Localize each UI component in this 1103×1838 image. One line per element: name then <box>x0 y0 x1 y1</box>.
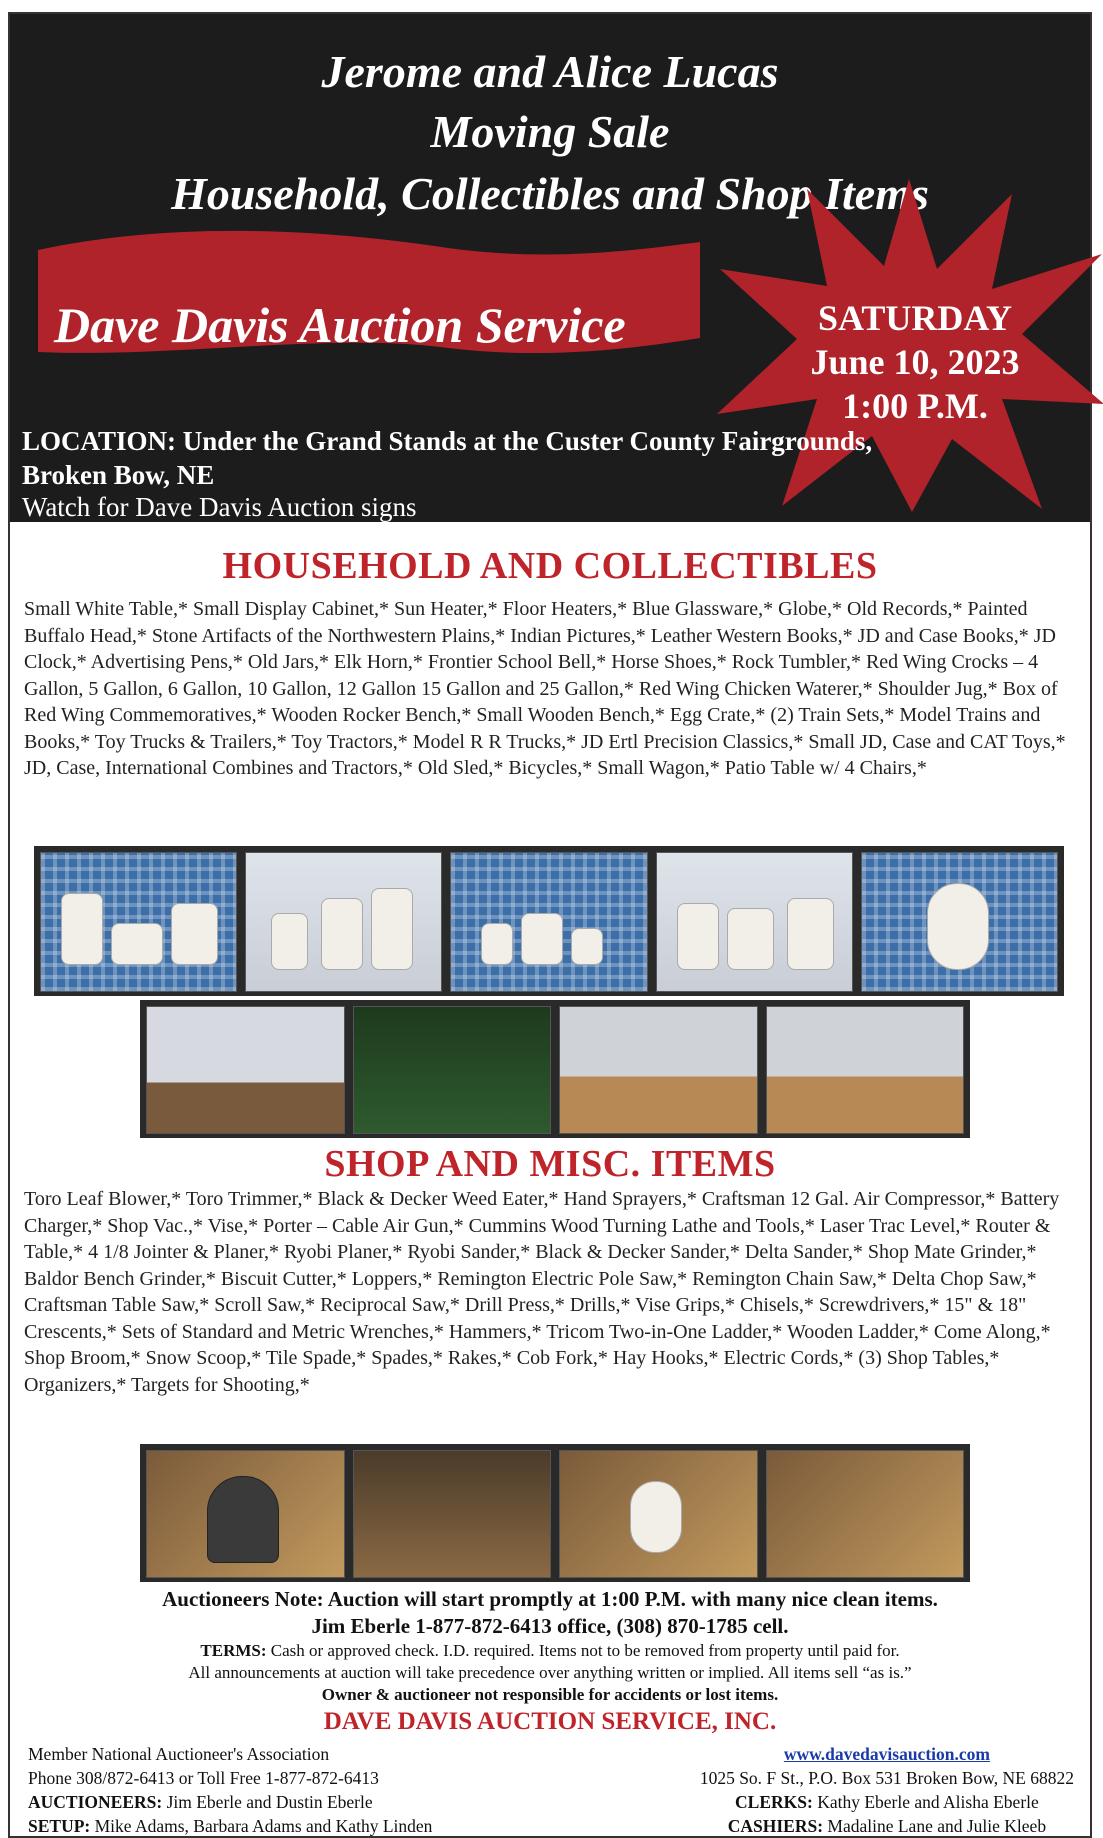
photo-model-trucks <box>146 1006 345 1134</box>
liability-notice: Owner & auctioneer not responsible for accidents or lost items. <box>321 1685 779 1704</box>
photo-crocks-pitcher <box>40 852 237 992</box>
setup-label: SETUP: <box>28 1816 91 1836</box>
location-city: Broken Bow, NE <box>22 460 215 490</box>
terms <box>10 1640 1090 1662</box>
clerks-line <box>700 1790 1074 1814</box>
photo-toy-tractors <box>766 1006 965 1134</box>
clerks-label: CLERKS: <box>735 1792 813 1812</box>
terms-text: Cash or approved check. I.D. required. Items not to be removed from property until paid for. <box>270 1641 900 1660</box>
household-photos-row-2 <box>140 1000 970 1138</box>
footer-right <box>700 1742 1074 1838</box>
auctioneers-line <box>28 1790 432 1814</box>
photo-red-wing-pieces <box>450 852 647 992</box>
auctioneers-names: Jim Eberle and Dustin Eberle <box>166 1792 373 1812</box>
cashiers-label: CASHIERS: <box>727 1816 824 1836</box>
clerks-names: Kathy Eberle and Alisha Eberle <box>817 1792 1039 1812</box>
photo-stone-artifacts <box>766 1450 965 1578</box>
household-heading: HOUSEHOLD AND COLLECTIBLES <box>222 545 878 587</box>
auction-notes <box>10 1586 1090 1738</box>
photo-chicken-waterer <box>861 852 1058 992</box>
household-photos-row-1 <box>34 846 1064 996</box>
title-names: Jerome and Alice Lucas <box>321 46 779 97</box>
sale-date <box>780 296 1050 428</box>
auction-service-name: Dave Davis Auction Service <box>54 297 626 353</box>
announcements: All announcements at auction will take precedence over anything written or implied. All items sell “as is.” <box>188 1663 912 1682</box>
shop-items: Toro Leaf Blower,* Toro Trimmer,* Black & Decker Weed Eater,* Hand Sprayers,* Craftsman 12 Gal. Air Compressor,* Battery Charger,* Shop Vac.,* Vise,* Porter – Cable Air Gun,* Cummins Wood Turning Lathe and Tools,* Laser Trac Level,* Router & Table,* 4 1/8 Jointer & Planer,* Ryobi Planer,* Ryobi Sander,* Black & Decker Sander,* Delta Sander,* Shop Mate Grinder,* Baldor Bench Grinder,* Biscuit Cutter,* Loppers,* Remington Electric Pole Saw,* Remington Chain Saw,* Delta Chop Saw,* Craftsman Table Saw,* Scroll Saw,* Reciprocal Saw,* Drill Press,* Drills,* Vise Grips,* Chisels,* Screwdrivers,* 15" & 18" Crescents,* Sets of Standard and Metric Wrenches,* Hammers,* Tricom Two-in-One Ladder,* Wooden Ladder,* Come Along,* Shop Broom,* Snow Scoop,* Tile Spade,* Spades,* Rakes,* Cob Fork,* Hay Hooks,* Electric Cords,* (3) Shop Tables,* Organizers,* Targets for Shooting,* <box>24 1188 1060 1396</box>
sale-time: 1:00 P.M. <box>842 386 988 426</box>
photo-school-bell <box>146 1450 345 1578</box>
location <box>22 424 872 492</box>
auctioneer-note: Auctioneers Note: Auction will start promptly at 1:00 P.M. with many nice clean items. <box>162 1587 938 1611</box>
auction-flyer <box>8 12 1092 1838</box>
sale-day: SATURDAY <box>817 298 1013 338</box>
photo-crocks-jars <box>245 852 442 992</box>
auctioneers-label: AUCTIONEERS: <box>28 1792 163 1812</box>
shop-heading: SHOP AND MISC. ITEMS <box>324 1143 776 1185</box>
photo-toy-combines <box>559 1006 758 1134</box>
shop-photos <box>140 1444 970 1582</box>
member-association: Member National Auctioneer's Association <box>28 1744 330 1764</box>
photo-jd-books <box>353 1006 552 1134</box>
contact-line: Jim Eberle 1-877-872-6413 office, (308) 870-1785 cell. <box>311 1614 789 1638</box>
cashiers-names: Madaline Lane and Julie Kleeb <box>827 1816 1047 1836</box>
photo-train-set <box>353 1450 552 1578</box>
header <box>10 14 1090 522</box>
household-items: Small White Table,* Small Display Cabinet,* Sun Heater,* Floor Heaters,* Blue Glassware,* Globe,* Old Records,* Painted Buffalo Head,* Stone Artifacts of the Northwestern Plains,* Indian Pictures,* Leather Western Books,* JD and Case Books,* JD Clock,* Advertising Pens,* Old Jars,* Elk Horn,* Frontier School Bell,* Horse Shoes,* Rock Tumbler,* Red Wing Crocks – 4 Gallon, 5 Gallon, 6 Gallon, 10 Gallon, 12 Gallon 15 Gallon and 25 Gallon,* Red Wing Chicken Waterer,* Shoulder Jug,* Box of Red Wing Commemoratives,* Wooden Rocker Bench,* Small Wooden Bench,* Egg Crate,* (2) Train Sets,* Model Trains and Books,* Toy Trucks & Trailers,* Toy Tractors,* Model R R Trucks,* JD Ertl Precision Classics,* Small JD, Case and CAT Toys,* JD, Case, International Combines and Tractors,* Old Sled,* Bicycles,* Small Wagon,* Patio Table w/ 4 Chairs,* <box>24 598 1066 779</box>
setup-names: Mike Adams, Barbara Adams and Kathy Linden <box>94 1816 433 1836</box>
cashiers-line <box>700 1814 1074 1838</box>
phone-line: Phone 308/872-6413 or Toll Free 1-877-872-6413 <box>28 1768 379 1788</box>
location-text: Under the Grand Stands at the Custer County Fairgrounds, <box>182 426 873 456</box>
watch-for-signs: Watch for Dave Davis Auction signs <box>22 492 417 522</box>
terms-label: TERMS: <box>200 1641 267 1660</box>
title-sale: Moving Sale <box>430 106 670 157</box>
address-line: 1025 So. F St., P.O. Box 531 Broken Bow, NE 68822 <box>699 1768 1074 1788</box>
photo-buffalo-head <box>559 1450 758 1578</box>
footer-left <box>28 1742 432 1838</box>
sale-date-text: June 10, 2023 <box>810 342 1020 382</box>
location-label: LOCATION: <box>22 426 177 456</box>
title-subtitle: Household, Collectibles and Shop Items <box>171 168 929 219</box>
company-name: DAVE DAVIS AUCTION SERVICE, INC. <box>323 1708 777 1735</box>
photo-crocks-gallon <box>656 852 853 992</box>
website-link[interactable]: www.davedavisauction.com <box>783 1744 990 1764</box>
setup-line <box>28 1814 432 1838</box>
